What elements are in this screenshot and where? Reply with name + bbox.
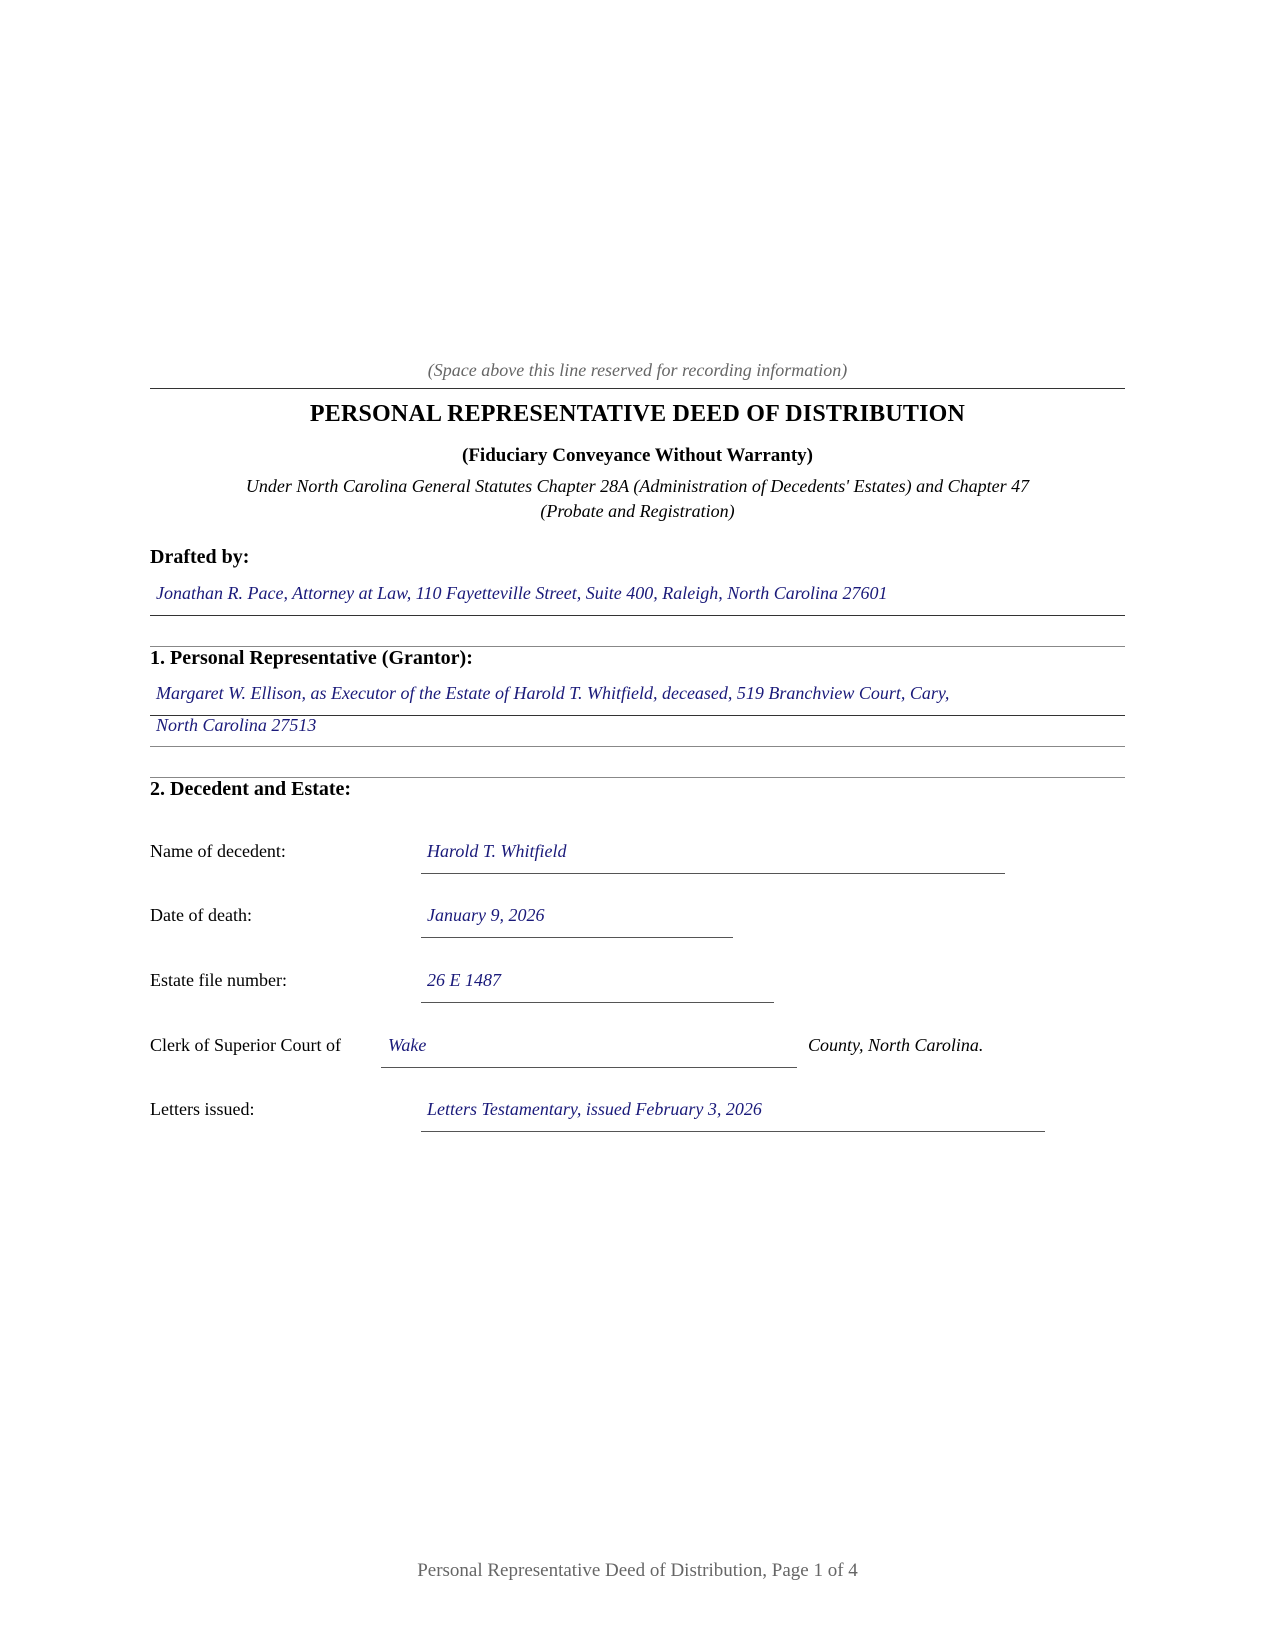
document-title: PERSONAL REPRESENTATIVE DEED OF DISTRIBUTION <box>309 401 966 427</box>
recording-note: (Space above this line reserved for recording information) <box>427 360 848 380</box>
decedent-name-underline <box>421 873 1005 874</box>
drafted-by-underline <box>150 615 1125 616</box>
statute-line-1: Under North Carolina General Statutes Chapter 28A (Administration of Decedents' Estates) and Chapter 47 <box>245 476 1030 496</box>
drafted-by-label: Drafted by: <box>150 546 250 568</box>
clerk-county-value[interactable]: Wake <box>388 1035 427 1055</box>
decedent-name-value[interactable]: Harold T. Whitfield <box>427 841 567 861</box>
clerk-label: Clerk of Superior Court of <box>150 1035 341 1055</box>
estate-file-value[interactable]: 26 E 1487 <box>427 970 501 990</box>
document-subtitle: (Fiduciary Conveyance Without Warranty) <box>462 445 813 466</box>
estate-label: 2. Decedent and Estate: <box>150 778 352 800</box>
death-date-label: Date of death: <box>150 905 252 925</box>
death-date-value[interactable]: January 9, 2026 <box>427 905 545 925</box>
grantor-label: 1. Personal Representative (Grantor): <box>150 647 473 669</box>
clerk-county-underline <box>381 1067 797 1068</box>
death-date-underline <box>421 937 733 938</box>
estate-file-label: Estate file number: <box>150 970 287 990</box>
drafted-by-value[interactable]: Jonathan R. Pace, Attorney at Law, 110 Fayetteville Street, Suite 400, Raleigh, North Carolina 27601 <box>156 583 888 603</box>
recording-divider <box>150 388 1125 389</box>
decedent-name-label: Name of decedent: <box>150 841 286 861</box>
estate-file-underline <box>421 1002 774 1003</box>
letters-underline <box>421 1131 1045 1132</box>
grantor-underline-2 <box>150 746 1125 747</box>
statute-reference <box>170 474 1105 524</box>
letters-label: Letters issued: <box>150 1099 255 1119</box>
grantor-value-line-2[interactable]: North Carolina 27513 <box>156 715 317 735</box>
clerk-county-suffix: County, North Carolina. <box>808 1035 984 1055</box>
letters-value[interactable]: Letters Testamentary, issued February 3, 2026 <box>427 1099 762 1119</box>
grantor-value-line-1[interactable]: Margaret W. Ellison, as Executor of the Estate of Harold T. Whitfield, deceased, 519 Branchview Court, Cary, <box>156 683 950 703</box>
statute-line-2: (Probate and Registration) <box>540 501 735 521</box>
page-footer: Personal Representative Deed of Distribution, Page 1 of 4 <box>417 1560 858 1581</box>
